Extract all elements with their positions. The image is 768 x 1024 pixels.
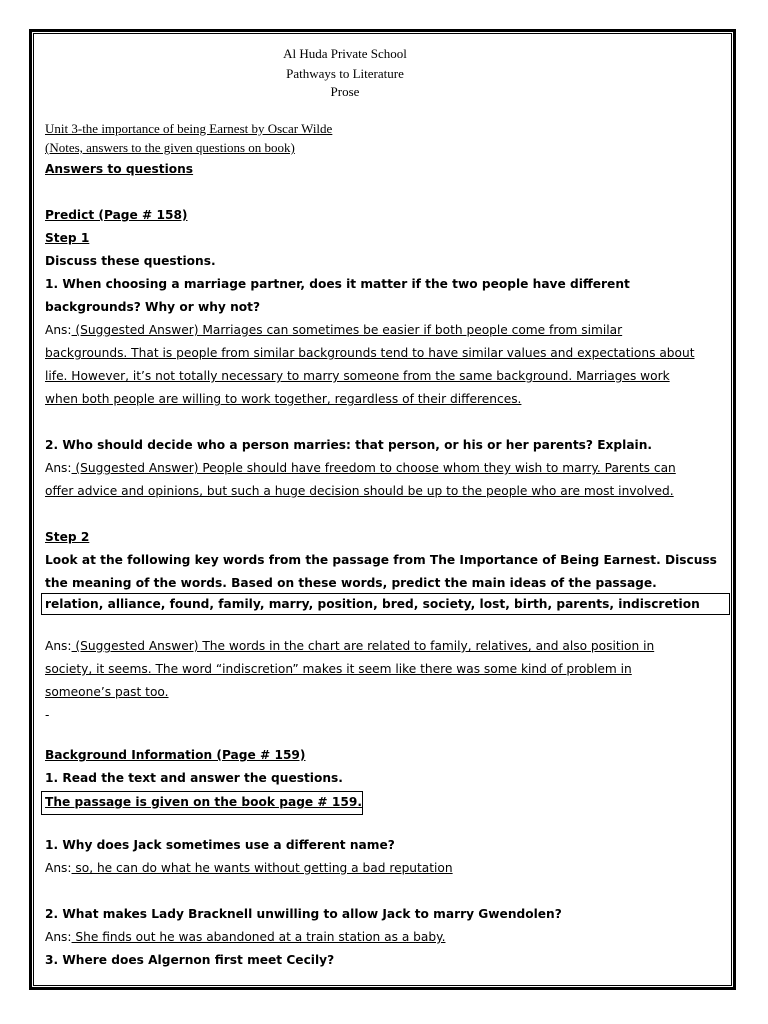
bg-question-2: 2. What makes Lady Bracknell unwilling to allow Jack to marry Gwendolen? [45,907,562,921]
section-name: Prose [330,84,360,99]
school-name: Al Huda Private School [283,46,407,61]
step1-heading: Step 1 [45,231,90,245]
step2-instruction-line1: Look at the following key words from the passage from The Importance of Being Earnest. Discuss [45,553,717,567]
answer-text: She finds out he was abandoned at a train station as a baby. [71,930,446,944]
course-name: Pathways to Literature [286,66,404,81]
passage-note: The passage is given on the book page # 159. [45,795,362,809]
keywords-list: relation, alliance, found, family, marry, position, bred, society, lost, birth, parents, indiscretion [45,597,700,611]
answer-2-line2: offer advice and opinions, but such a huge decision should be up to the people who are most involved. [45,484,674,498]
answer-text: (Suggested Answer) People should have freedom to choose whom they wish to marry. Parents can [71,461,676,475]
answer-1-line2: backgrounds. That is people from similar backgrounds tend to have similar values and expectations about [45,346,695,360]
question-1-line1: 1. When choosing a marriage partner, does it matter if the two people have different [45,277,630,291]
unit-note: (Notes, answers to the given questions on book) [45,140,295,155]
step2-instruction-line2: the meaning of the words. Based on these words, predict the main ideas of the passage. [45,576,657,590]
answer-2-line1 [45,461,676,475]
answer-text: (Suggested Answer) The words in the chart are related to family, relatives, and also position in [71,639,655,653]
bg-question-1: 1. Why does Jack sometimes use a different name? [45,838,395,852]
step1-instruction: Discuss these questions. [45,254,216,268]
answer-prefix: Ans: [45,323,72,337]
step2-answer-line2: society, it seems. The word “indiscretion” makes it seem like there was some kind of problem in [45,662,632,676]
question-1-line2: backgrounds? Why or why not? [45,300,261,314]
dash-mark: - [45,708,50,722]
predict-heading: Predict (Page # 158) [45,208,188,222]
background-instruction: 1. Read the text and answer the questions. [45,771,343,785]
answer-text: so, he can do what he wants without getting a bad reputation [71,861,453,875]
answer-1-line1 [45,323,622,337]
bg-answer-1 [45,861,453,875]
answer-prefix: Ans: [45,930,72,944]
unit-title: Unit 3-the importance of being Earnest by Oscar Wilde [45,121,333,136]
answer-1-line4: when both people are willing to work together, regardless of their differences. [45,392,522,406]
bg-answer-2 [45,930,445,944]
answer-prefix: Ans: [45,861,72,875]
answer-text: (Suggested Answer) Marriages can sometimes be easier if both people come from similar [71,323,623,337]
question-2: 2. Who should decide who a person marries: that person, or his or her parents? Explain. [45,438,653,452]
answer-prefix: Ans: [45,461,72,475]
bg-question-3: 3. Where does Algernon first meet Cecily? [45,953,335,967]
step2-heading: Step 2 [45,530,90,544]
answer-prefix: Ans: [45,639,72,653]
background-heading: Background Information (Page # 159) [45,748,306,762]
answers-heading: Answers to questions [45,162,194,176]
answer-1-line3: life. However, it’s not totally necessary to marry someone from the same background. Marriages work [45,369,670,383]
step2-answer-line1 [45,639,654,653]
step2-answer-line3: someone’s past too. [45,685,169,699]
